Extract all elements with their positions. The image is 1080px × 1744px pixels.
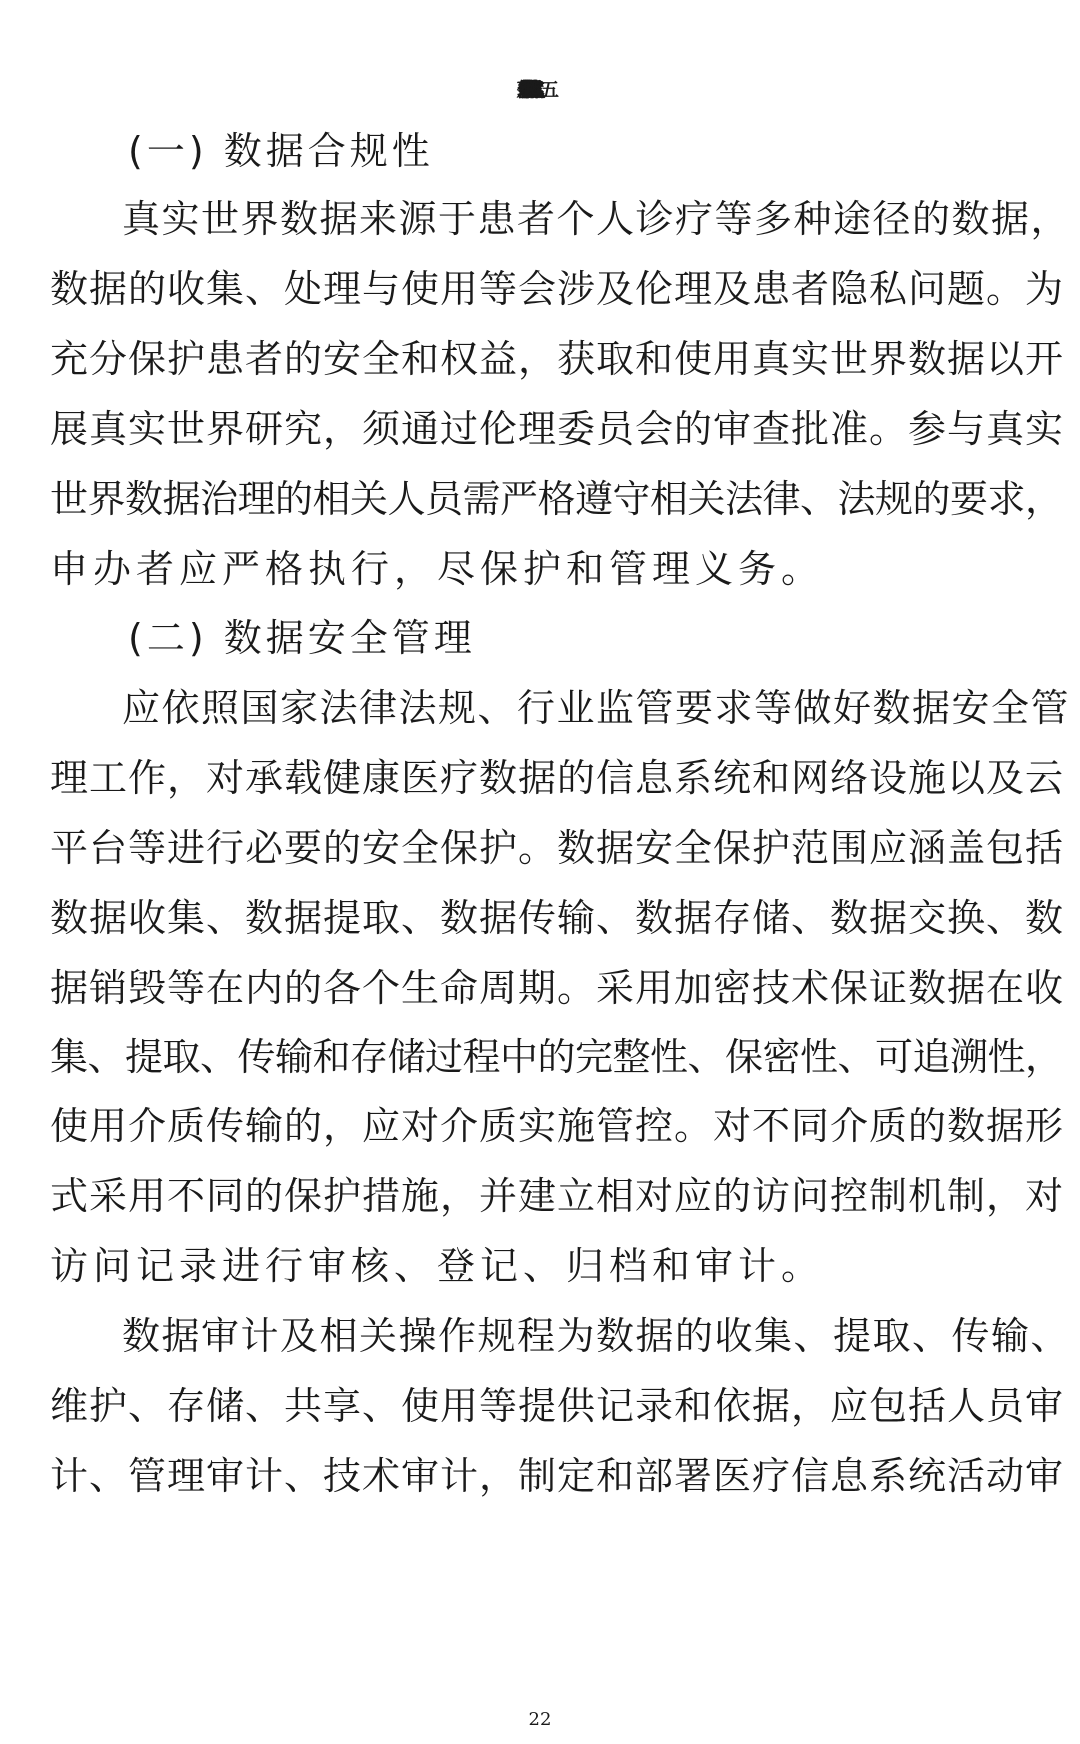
paragraph-line: 数据审计及相关操作规程为数据的收集、提取、传输、 — [122, 1314, 1071, 1358]
paragraph-line: 据销毁等在内的各个生命周期。采用加密技术保证数据在收 — [50, 966, 1065, 1010]
paragraph-line: 理工作，对承载健康医疗数据的信息系统和网络设施以及云 — [50, 756, 1065, 800]
paragraph-line: 平台等进行必要的安全保护。数据安全保护范围应涵盖包括 — [50, 826, 1065, 870]
paragraph-line: 真实世界数据来源于患者个人诊疗等多种途径的数据， — [122, 197, 1071, 241]
paragraph-line: 数据收集、数据提取、数据传输、数据存储、数据交换、数 — [50, 896, 1065, 940]
section-title — [0, 62, 1080, 118]
paragraph-line: 维护、存储、共享、使用等提供记录和依据，应包括人员审 — [50, 1384, 1065, 1428]
paragraph-line: 数据的收集、处理与使用等会涉及伦理及患者隐私问题。为 — [50, 267, 1065, 311]
paragraph-line: 世界数据治理的相关人员需严格遵守相关法律、法规的要求， — [50, 477, 1063, 521]
subsection-heading-compliance: (一) 数据合规性 — [128, 129, 434, 173]
paragraph-line: 访问记录进行审核、登记、归档和审计。 — [50, 1244, 825, 1288]
paragraph-line: 申办者应严格执行，尽保护和管理义务。 — [50, 547, 825, 591]
paragraph-line: 使用介质传输的，应对介质实施管控。对不同介质的数据形 — [50, 1104, 1065, 1148]
page-number: 22 — [528, 1709, 552, 1730]
paragraph-line: 计、管理审计、技术审计，制定和部署医疗信息系统活动审 — [50, 1454, 1065, 1498]
paragraph-line: 应依照国家法律法规、行业监管要求等做好数据安全管 — [122, 686, 1071, 730]
subsection-heading-security: (二) 数据安全管理 — [128, 616, 476, 660]
paragraph-line: 展真实世界研究，须通过伦理委员会的审查批准。参与真实 — [50, 407, 1065, 451]
paragraph-line: 式采用不同的保护措施，并建立相对应的访问控制机制，对 — [50, 1174, 1065, 1218]
paragraph-line: 充分保护患者的安全和权益，获取和使用真实世界数据以开 — [50, 337, 1065, 381]
paragraph-line: 集、提取、传输和存储过程中的完整性、保密性、可追溯性， — [50, 1035, 1063, 1079]
